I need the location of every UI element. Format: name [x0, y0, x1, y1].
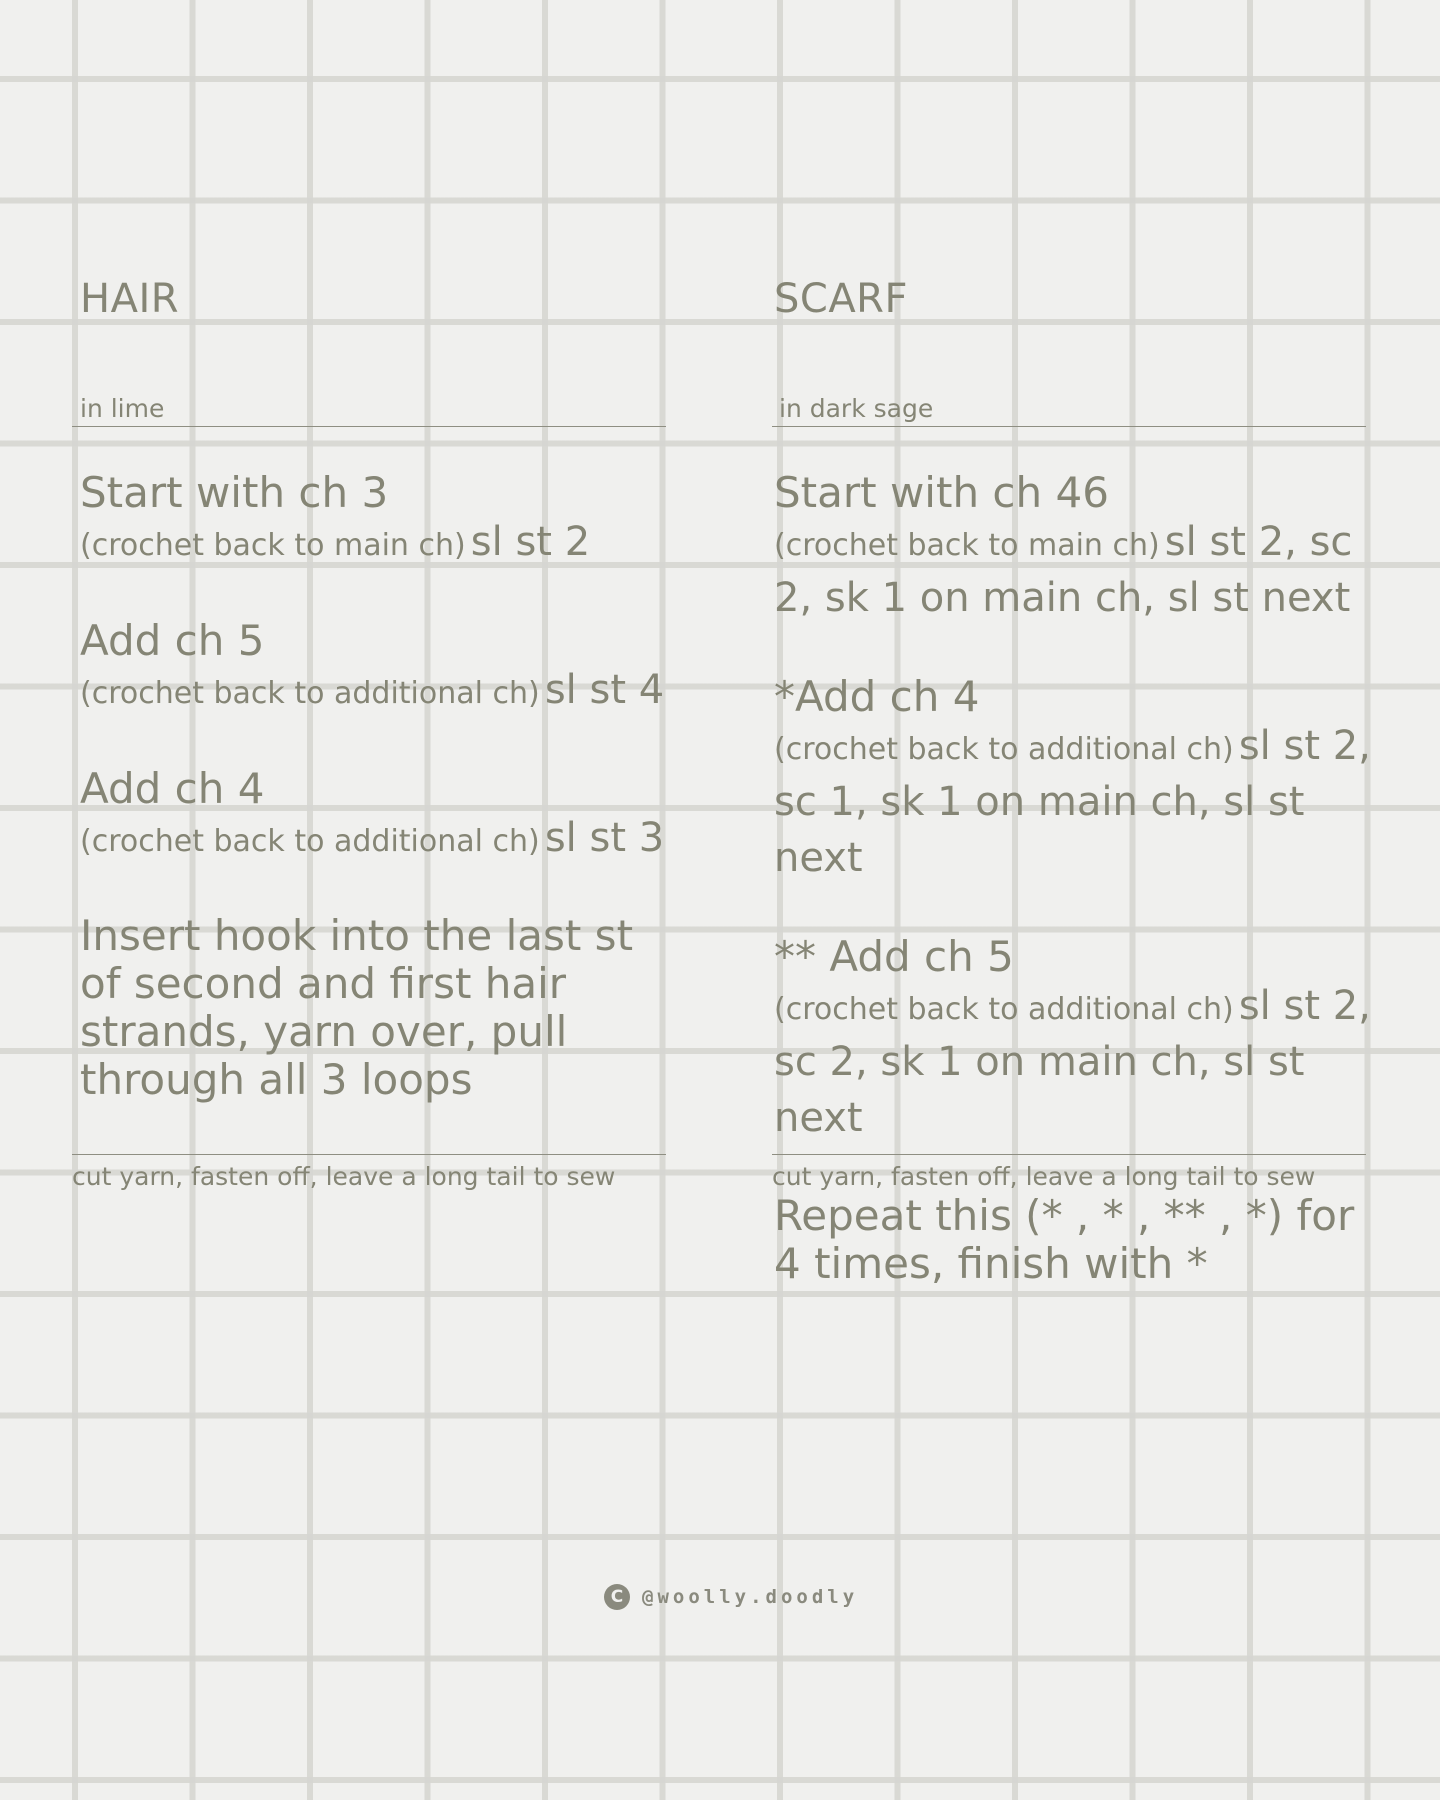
scarf-title: SCARF [774, 276, 908, 322]
step-stitches: sl st 3 [544, 815, 665, 861]
credit [604, 1584, 858, 1610]
step-stitches: sl st 2, sc 2, sk 1 on main ch, sl st next [774, 519, 1353, 621]
copyright-icon: C [604, 1584, 630, 1610]
hair-step-3 [80, 764, 670, 870]
step-note: (crochet back to main ch) [774, 528, 1160, 563]
scarf-finish-note: cut yarn, fasten off, leave a long tail to sew [772, 1162, 1316, 1191]
step-note: (crochet back to main ch) [80, 528, 466, 563]
hair-top-divider [72, 426, 666, 427]
scarf-color-label: in dark sage [779, 394, 934, 423]
hair-step-1 [80, 468, 670, 574]
step-heading: Start with ch 46 [774, 468, 1109, 517]
step-note: (crochet back to additional ch) [80, 824, 540, 859]
scarf-step-2 [774, 672, 1372, 890]
scarf-bottom-divider [772, 1154, 1366, 1155]
step-stitches: sl st 4 [544, 667, 665, 713]
hair-color-label: in lime [80, 394, 165, 423]
hair-bottom-divider [72, 1154, 666, 1155]
scarf-top-divider [772, 426, 1366, 427]
step-stitches: sl st 2 [470, 519, 591, 565]
hair-title: HAIR [80, 276, 180, 322]
scarf-step-4 [774, 1192, 1372, 1288]
step-stitches: sl st 2, sc 2, sk 1 on main ch, sl st next [774, 983, 1371, 1141]
hair-steps [80, 468, 670, 1146]
credit-handle: @woolly.doodly [642, 1586, 859, 1608]
scarf-steps [774, 468, 1372, 1330]
hair-step-2 [80, 616, 670, 722]
step-stitches: sl st 2, sc 1, sk 1 on main ch, sl st next [774, 723, 1371, 881]
step-heading: ** Add ch 5 [774, 932, 1014, 981]
scarf-step-3 [774, 932, 1372, 1150]
scarf-step-1 [774, 468, 1372, 630]
step-heading: *Add ch 4 [774, 672, 980, 721]
step-note: (crochet back to additional ch) [80, 676, 540, 711]
step-note: (crochet back to additional ch) [774, 732, 1234, 767]
step-instruction: Repeat this (* , * , ** , *) for 4 times, finish with * [774, 1191, 1355, 1288]
hair-step-4 [80, 912, 670, 1104]
step-heading: Start with ch 3 [80, 468, 389, 517]
step-heading: Add ch 5 [80, 616, 265, 665]
step-instruction: Insert hook into the last st of second and first hair strands, yarn over, pull through all 3 loops [80, 911, 634, 1104]
hair-finish-note: cut yarn, fasten off, leave a long tail to sew [72, 1162, 616, 1191]
scarf-section [772, 0, 1371, 1800]
step-heading: Add ch 4 [80, 764, 265, 813]
hair-section [72, 0, 668, 1800]
step-note: (crochet back to additional ch) [774, 992, 1234, 1027]
